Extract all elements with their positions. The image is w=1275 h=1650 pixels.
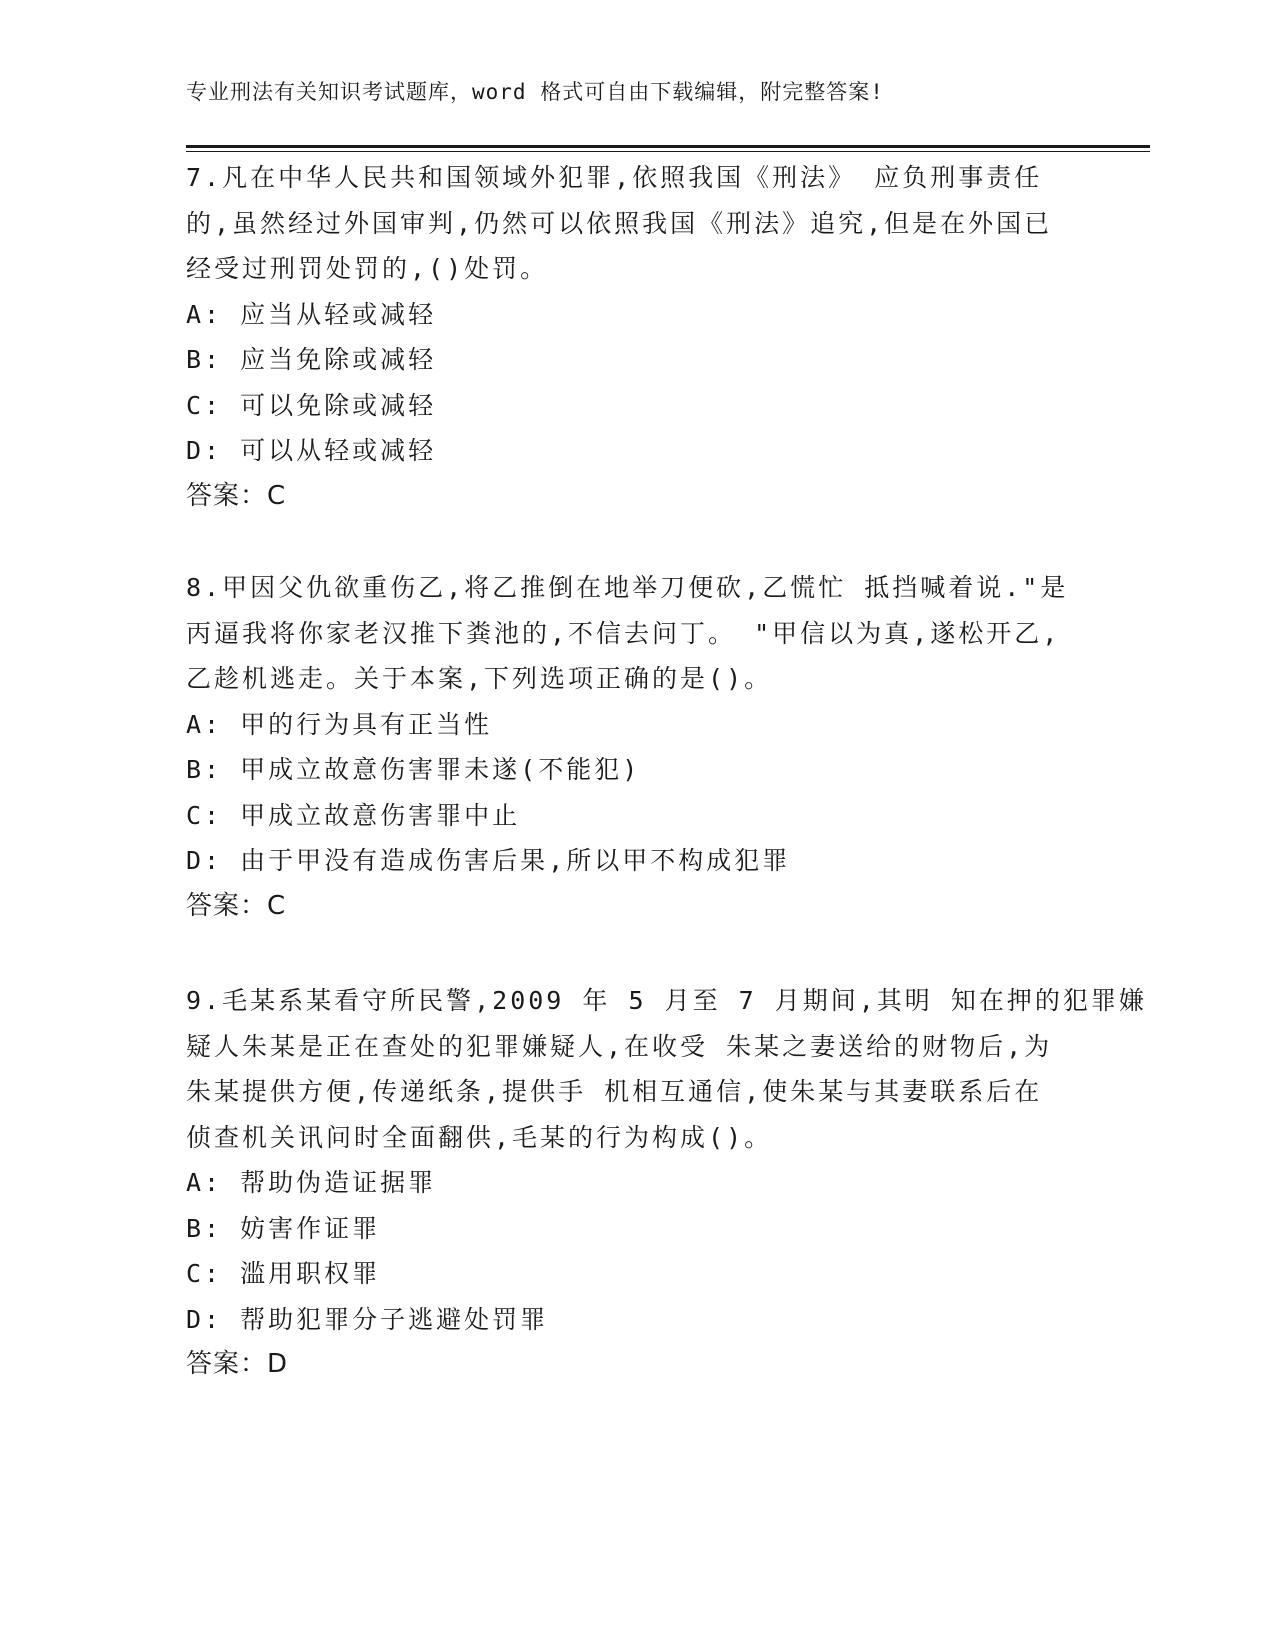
answer: 答案：D xyxy=(186,1349,289,1379)
answer: 答案：C xyxy=(186,480,287,511)
question-line: 丙逼我将你家老汉推下粪池的,不信去问丁。 "甲信以为真,遂松开乙, xyxy=(186,618,1061,648)
question-line: 7.凡在中华人民共和国领域外犯罪,依照我国《刑法》 应负刑事责任 xyxy=(186,163,1043,192)
header-rule-thick xyxy=(186,145,1150,148)
option-b: B: 妨害作证罪 xyxy=(186,1213,381,1243)
page-header: 专业刑法有关知识考试题库，word 格式可自由下载编辑，附完整答案! xyxy=(186,80,884,104)
question-line: 9.毛某系某看守所民警,2009 年 5 月至 7 月期间,其明 知在押的犯罪嫌 xyxy=(186,986,1147,1015)
question-9 xyxy=(186,978,1147,1388)
question-line: 朱某提供方便,传递纸条,提供手 机相互通信,使朱某与其妻联系后在 xyxy=(186,1077,1043,1106)
option-c: C: 甲成立故意伤害罪中止 xyxy=(186,800,521,830)
question-line: 乙趁机逃走。关于本案,下列选项正确的是()。 xyxy=(186,664,773,693)
option-b: B: 应当免除或减轻 xyxy=(186,345,437,374)
option-a: A: 帮助伪造证据罪 xyxy=(186,1168,437,1197)
option-a: A: 甲的行为具有正当性 xyxy=(186,709,493,739)
question-line: 8.甲因父仇欲重伤乙,将乙推倒在地举刀便砍,乙慌忙 抵挡喊着说."是 xyxy=(186,573,1069,602)
answer: 答案：C xyxy=(186,890,287,921)
option-d: D: 可以从轻或减轻 xyxy=(186,436,437,465)
option-d: D: 由于甲没有造成伤害后果,所以甲不构成犯罪 xyxy=(186,846,791,875)
option-c: C: 滥用职权罪 xyxy=(186,1259,381,1288)
header-rule-thin xyxy=(186,151,1150,152)
option-c: C: 可以免除或减轻 xyxy=(186,390,437,420)
question-line: 经受过刑罚处罚的,()处罚。 xyxy=(186,254,549,283)
question-7 xyxy=(186,155,1086,519)
option-a: A: 应当从轻或减轻 xyxy=(186,299,437,329)
question-8 xyxy=(186,565,1086,929)
question-line: 疑人朱某是正在查处的犯罪嫌疑人,在收受 朱某之妻送给的财物后,为 xyxy=(186,1031,1053,1061)
question-line: 侦查机关讯问时全面翻供,毛某的行为构成()。 xyxy=(186,1122,773,1152)
option-d: D: 帮助犯罪分子逃避处罚罪 xyxy=(186,1304,549,1334)
question-line: 的,虽然经过外国审判,仍然可以依照我国《刑法》追究,但是在外国已 xyxy=(186,208,1053,238)
option-b: B: 甲成立故意伤害罪未遂(不能犯) xyxy=(186,755,641,784)
